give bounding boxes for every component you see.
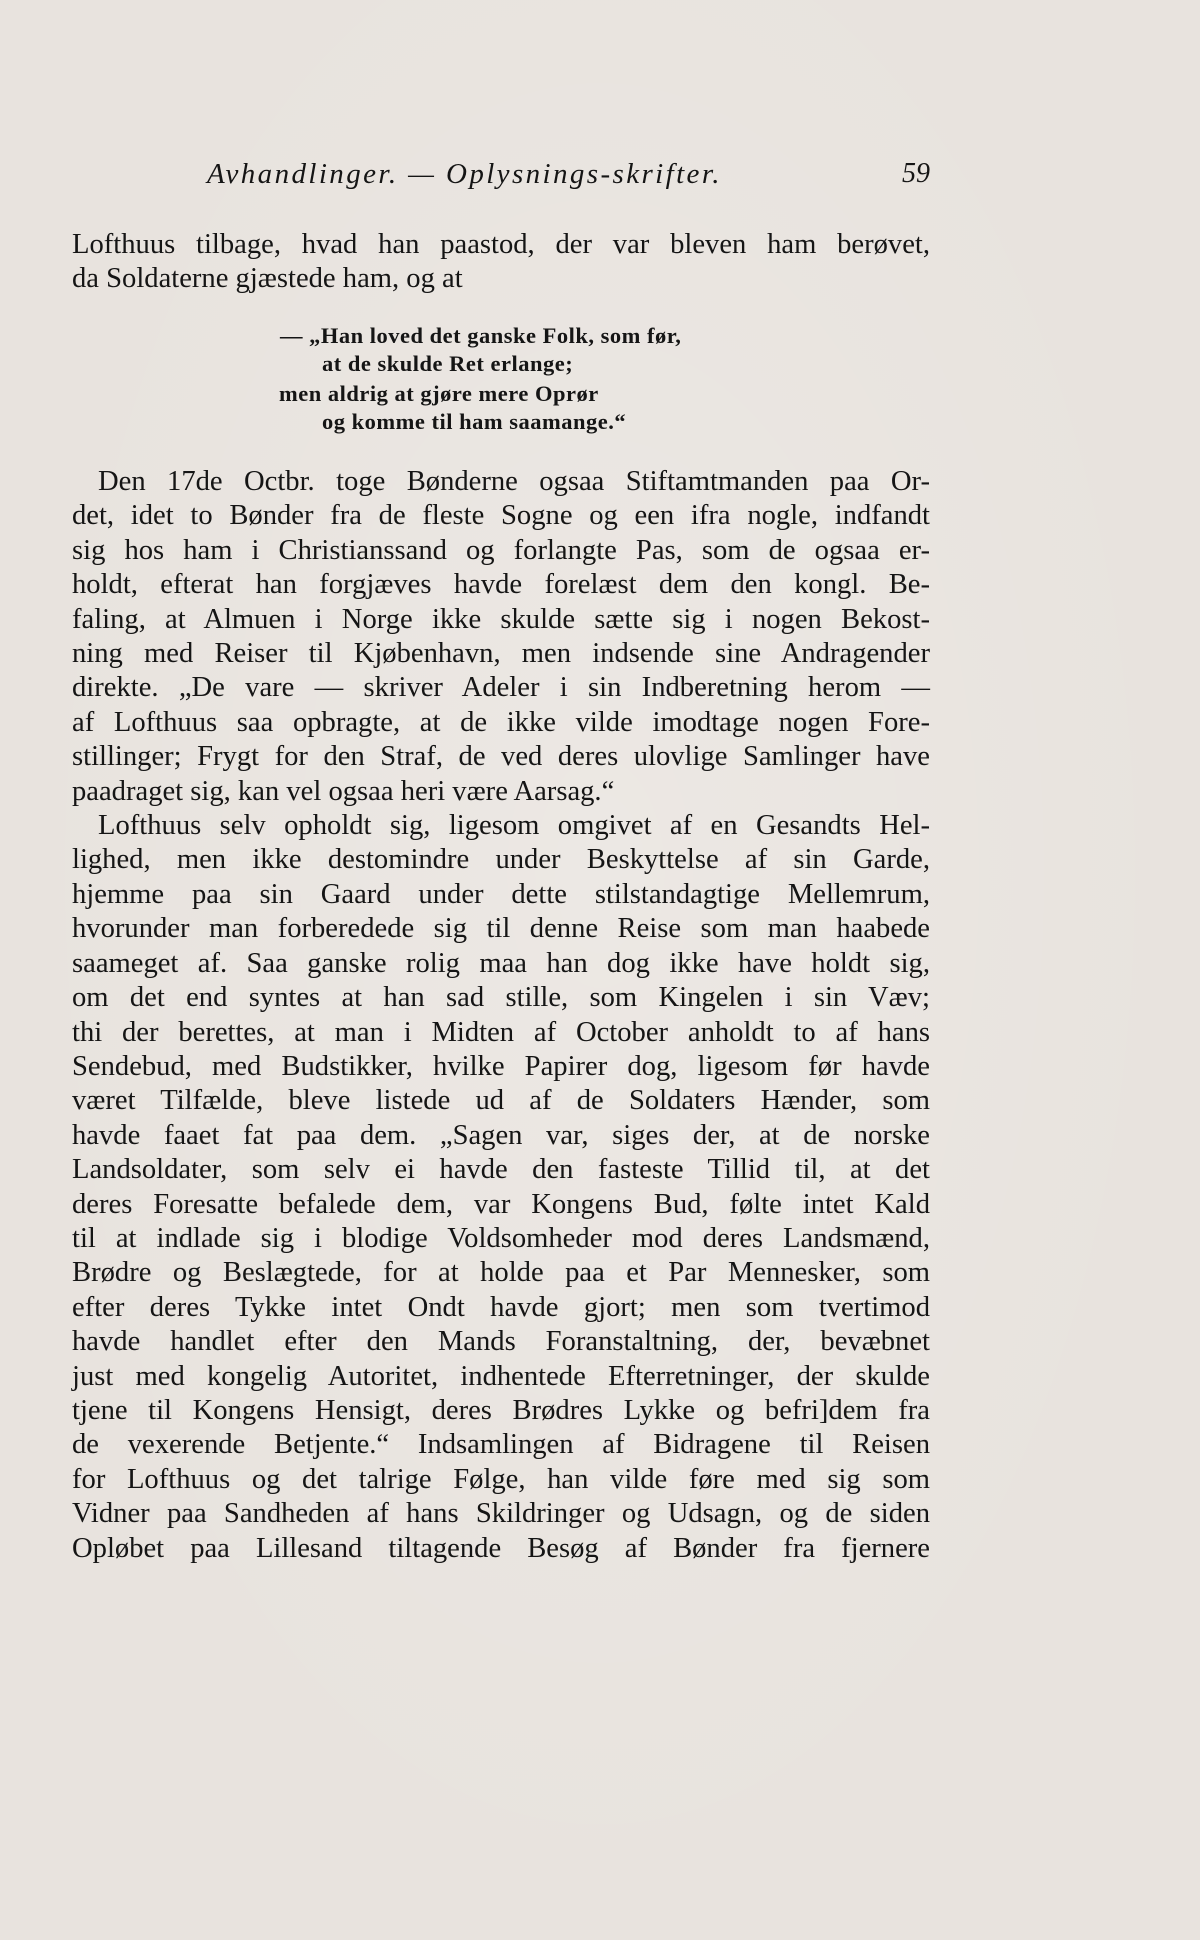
text-line: saameget af. Saa ganske rolig maa han dog ikke have holdt sig, xyxy=(72,947,930,979)
text-line: Vidner paa Sandheden af hans Skildringer og Udsagn, og de siden xyxy=(72,1498,930,1530)
page-header xyxy=(72,158,930,198)
text-line: tjene til Kongens Hensigt, deres Brødres Lykke og befri]dem fra xyxy=(72,1394,930,1426)
text-line: til at indlade sig i blodige Voldsomheder mod deres Landsmænd, xyxy=(72,1222,930,1254)
text-line: direkte. „De vare — skriver Adeler i sin Indberetning herom — xyxy=(72,672,930,704)
text-line: af Lofthuus saa opbragte, at de ikke vilde imodtage nogen Fore- xyxy=(72,706,930,738)
text-line: paadraget sig, kan vel ogsaa heri være Aarsag.“ xyxy=(72,775,615,807)
text-line: thi der berettes, at man i Midten af October anholdt to af hans xyxy=(72,1016,930,1048)
verse-line: men aldrig at gjøre mere Oprør xyxy=(279,381,599,406)
text-line: sig hos ham i Christianssand og forlangte Pas, som de ogsaa er- xyxy=(72,534,930,566)
text-line: Landsoldater, som selv ei havde den fasteste Tillid til, at det xyxy=(72,1154,930,1186)
text-line: efter deres Tykke intet Ondt havde gjort; men som tvertimod xyxy=(72,1291,930,1323)
text-line: deres Foresatte befalede dem, var Kongens Bud, følte intet Kald xyxy=(72,1188,930,1220)
text-line: hjemme paa sin Gaard under dette stilstandagtige Mellemrum, xyxy=(72,878,930,910)
text-line: just med kongelig Autoritet, indhentede Efterretninger, der skulde xyxy=(72,1360,930,1392)
text-line: hvorunder man forberedede sig til denne Reise som man haabede xyxy=(72,913,930,945)
text-line: Lofthuus tilbage, hvad han paastod, der var bleven ham berøvet, xyxy=(72,229,930,260)
text-line: Sendebud, med Budstikker, hvilke Papirer dog, ligesom før havde xyxy=(72,1050,930,1082)
opening-paragraph xyxy=(72,228,930,296)
text-line: været Tilfælde, bleve listede ud af de Soldaters Hænder, som xyxy=(72,1085,930,1117)
text-line: Den 17de Octbr. toge Bønderne ogsaa Stiftamtmanden paa Or- xyxy=(98,466,930,497)
text-line: de vexerende Betjente.“ Indsamlingen af Bidragene til Reisen xyxy=(72,1429,930,1461)
text-line: lighed, men ikke destomindre under Beskyttelse af sin Garde, xyxy=(72,844,930,876)
verse-line: — „Han loved det ganske Folk, som før, xyxy=(280,323,682,348)
text-line: det, idet to Bønder fra de fleste Sogne og een ifra nogle, indfandt xyxy=(72,500,930,532)
text-line: for Lofthuus og det talrige Følge, han vilde føre med sig som xyxy=(72,1463,930,1495)
paragraph xyxy=(72,465,930,809)
main-text xyxy=(72,465,930,1566)
running-head: Avhandlinger. — Oplysnings-skrifter. xyxy=(207,158,722,190)
text-line: havde handlet efter den Mands Foranstaltning, der, bevæbnet xyxy=(72,1326,930,1358)
verse-line: og komme til ham saamange.“ xyxy=(322,409,627,434)
text-line: faling, at Almuen i Norge ikke skulde sætte sig i nogen Bekost- xyxy=(72,603,930,635)
text-line: om det end syntes at han sad stille, som Kingelen i sin Væv; xyxy=(72,982,930,1014)
paragraph xyxy=(72,809,930,1566)
text-line: da Soldaterne gjæstede ham, og at xyxy=(72,263,463,295)
page-number: 59 xyxy=(902,158,930,189)
text-line: Lofthuus selv opholdt sig, ligesom omgivet af en Gesandts Hel- xyxy=(98,810,930,842)
text-line: Opløbet paa Lillesand tiltagende Besøg af Bønder fra fjernere xyxy=(72,1532,930,1564)
text-line: havde faaet fat paa dem. „Sagen var, siges der, at de norske xyxy=(72,1119,930,1151)
text-line: ning med Reiser til Kjøbenhavn, men indsende sine Andragender xyxy=(72,638,930,670)
text-line: holdt, efterat han forgjæves havde forelæst dem den kongl. Be- xyxy=(72,569,930,601)
text-line: Brødre og Beslægtede, for at holde paa et Par Mennesker, som xyxy=(72,1257,930,1289)
verse-line: at de skulde Ret erlange; xyxy=(322,351,574,376)
text-line: stillinger; Frygt for den Straf, de ved deres ulovlige Samlinger have xyxy=(72,741,930,773)
